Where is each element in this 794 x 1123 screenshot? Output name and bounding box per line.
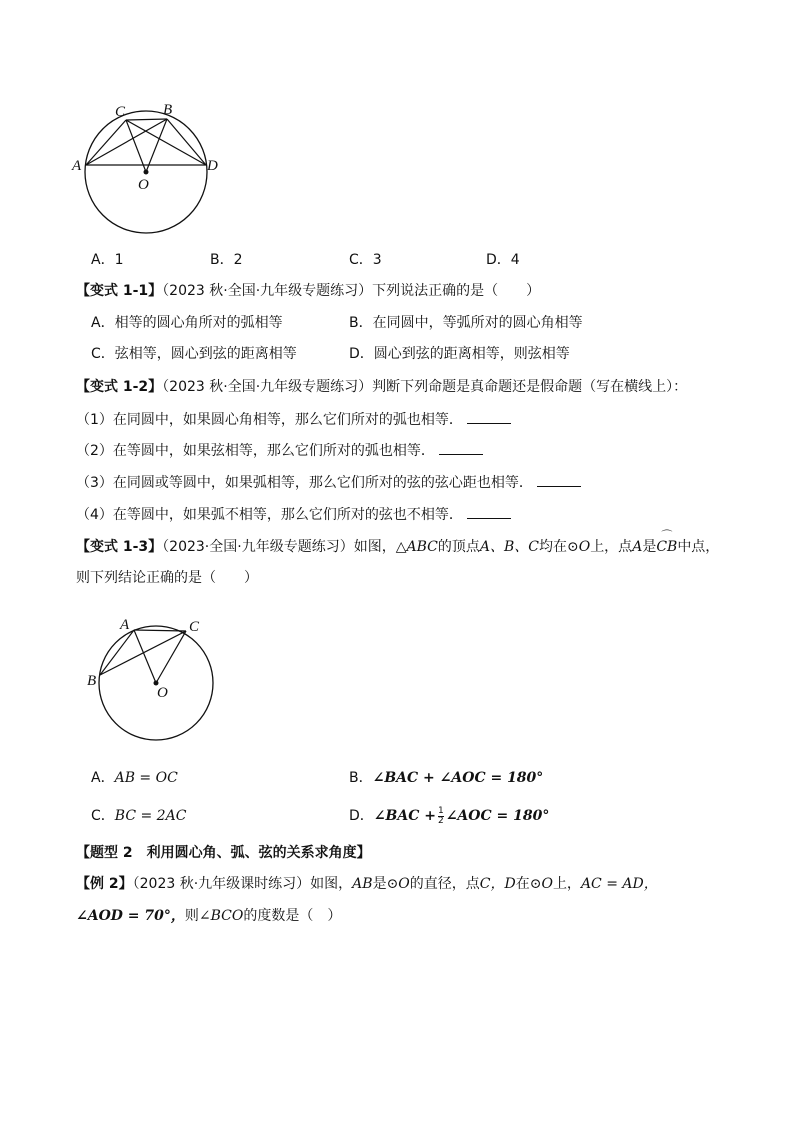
answer-blank-4[interactable]	[467, 506, 511, 519]
ex2-source: （2023 秋·九年级课时练习）	[132, 876, 311, 892]
ex2-ab: AB	[352, 876, 373, 892]
v13-option-b	[349, 768, 543, 788]
v11-source: （2023 秋·全国·九年级专题练习）	[162, 283, 373, 299]
v12-item-4-text: （4）在等圆中，如果弧不相等，那么它们所对的弦也不相等．	[76, 507, 463, 523]
v13-tag: 【变式 1-3】	[76, 539, 163, 555]
v12-source: （2023 秋·全国·九年级专题练习）	[162, 379, 373, 395]
v11-option-c: C．弦相等，圆心到弦的距离相等	[91, 346, 297, 362]
v13-stem-line-2: 则下列结论正确的是（ ）	[76, 570, 258, 586]
v13-option-b-letter: B．	[349, 770, 373, 786]
v13-points: A、B、C	[479, 539, 539, 555]
fraction-den: 2	[437, 815, 444, 826]
v13-option-d	[349, 806, 549, 826]
ex2-equality: AC = AD，	[580, 876, 658, 892]
v11-option-d: D．圆心到弦的距离相等，则弦相等	[349, 346, 570, 362]
center-point-o	[144, 170, 149, 175]
v12-item-3-text: （3）在同圆或等圆中，如果弧相等，那么它们所对的弦的弦心距也相等．	[76, 475, 533, 491]
v12-question	[76, 377, 687, 397]
v12-item-3	[76, 473, 581, 493]
radius-oc	[126, 120, 146, 172]
v13-circle: ⊙O	[566, 539, 591, 555]
v13-option-d-expr-a: ∠BAC +	[373, 808, 436, 824]
v11-option-b: B．在同圆中，等弧所对的圆心角相等	[349, 315, 583, 331]
label-o: O	[138, 177, 149, 193]
q0-option-c: C．3	[349, 252, 382, 268]
q0-option-d: D．4	[486, 252, 520, 268]
v13-triangle: △ABC	[395, 539, 438, 555]
ex2-s5: 上，	[552, 876, 581, 892]
ex2-bco: ∠BCO	[198, 908, 244, 924]
v11-tag: 【变式 1-1】	[76, 283, 163, 299]
v11-question	[76, 281, 540, 301]
v13-option-a-letter: A．	[91, 770, 115, 786]
label-b: B	[163, 102, 173, 118]
label-a: A	[120, 617, 130, 633]
v13-option-d-expr-b: ∠AOC = 180°	[445, 808, 550, 824]
v12-item-1-text: （1）在同圆中，如果圆心角相等，那么它们所对的弧也相等．	[76, 412, 463, 428]
v12-item-1	[76, 410, 511, 430]
ex2-s7: 的度数是（ ）	[243, 908, 342, 924]
v13-option-d-letter: D．	[349, 808, 374, 824]
ex2-line-2	[76, 906, 341, 926]
type2-heading: 【题型 2 利用圆心角、弧、弦的关系求角度】	[76, 845, 371, 861]
figure-circle-2	[82, 612, 222, 742]
v12-item-2-text: （2）在等圆中，如果弦相等，那么它们所对的弧也相等．	[76, 443, 435, 459]
v13-option-c-letter: C．	[91, 808, 115, 824]
q0-option-a: A．1	[91, 252, 124, 268]
fraction-half	[438, 807, 444, 826]
v13-source: （2023·全国·九年级专题练习）	[162, 539, 354, 555]
v12-item-4	[76, 505, 511, 525]
v12-tag: 【变式 1-2】	[76, 379, 163, 395]
ex2-circle: ⊙O	[386, 876, 410, 892]
radius-ob	[146, 119, 167, 172]
ex2-s1: 如图，	[310, 876, 353, 892]
ex2-s2: 是	[372, 876, 387, 892]
v13-option-c	[91, 806, 186, 826]
label-d: D	[207, 158, 218, 174]
v13-option-a-expr: AB = OC	[114, 770, 178, 786]
ex2-s6: 则	[184, 908, 199, 924]
figure-circle-1	[62, 96, 232, 241]
label-c: C	[115, 104, 126, 120]
ex2-s4: 在	[515, 876, 530, 892]
v13-option-b-expr: ∠BAC + ∠AOC = 180°	[372, 770, 544, 786]
v13-stem-f: 中点，	[677, 539, 720, 555]
v13-point-a: A	[632, 539, 643, 555]
v13-stem-c: 均在	[538, 539, 567, 555]
v13-stem-e: 是	[642, 539, 657, 555]
chord-ab	[100, 630, 134, 675]
ex2-tag: 【例 2】	[76, 876, 133, 892]
answer-blank-3[interactable]	[537, 474, 581, 487]
ex2-angle: ∠AOD = 70°，	[76, 908, 185, 924]
chord-cd	[126, 120, 206, 165]
fraction-num: 1	[437, 805, 444, 816]
chord-ab	[86, 119, 167, 165]
v13-stem-b: 的顶点	[437, 539, 480, 555]
answer-blank-2[interactable]	[439, 442, 483, 455]
chord-cb	[126, 119, 167, 120]
v13-question	[76, 537, 719, 557]
v13-option-c-expr: BC = 2AC	[114, 808, 187, 824]
v11-option-a: A．相等的圆心角所对的弧相等	[91, 315, 283, 331]
v11-stem: 下列说法正确的是（ ）	[372, 283, 541, 299]
answer-blank-1[interactable]	[467, 411, 511, 424]
v12-item-2	[76, 441, 483, 461]
ex2-s3: 的直径，点	[409, 876, 480, 892]
ex2-cd: C，D	[479, 876, 516, 892]
label-a: A	[72, 158, 82, 174]
v12-stem: 判断下列命题是真命题还是假命题（写在横线上）：	[372, 379, 688, 395]
label-b: B	[87, 673, 97, 689]
v13-arc-cb: ⌒ CB	[656, 537, 677, 557]
v13-stem-d: 上，点	[590, 539, 633, 555]
v13-stem-a: 如图，	[353, 539, 396, 555]
v13-option-a	[91, 768, 178, 788]
q0-option-b: B．2	[210, 252, 243, 268]
label-c: C	[189, 619, 200, 635]
ex2-question	[76, 874, 658, 894]
label-o: O	[157, 685, 168, 701]
ex2-circle-2: ⊙O	[529, 876, 553, 892]
